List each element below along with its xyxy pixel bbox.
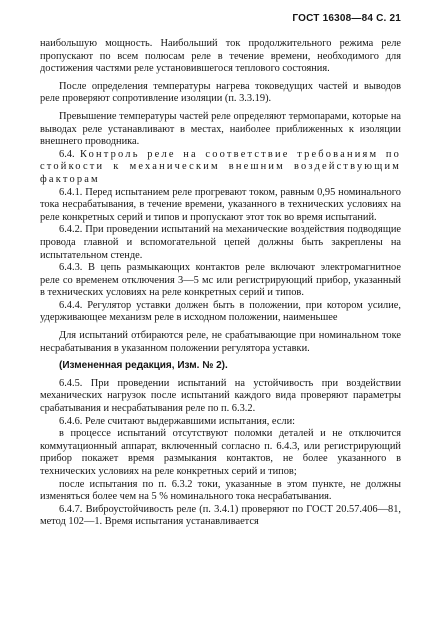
- paragraph: 6.4.3. В цепь размыкающих контактов реле включают электромагнитное реле со временем отключения 3—5 мс или регистрирующий прибор, указанный в технических условиях на реле конкретных серий и типов.: [40, 262, 401, 299]
- paragraph: 6.4.2. При проведении испытаний на механические воздействия подводящие провода главной и вспомогательной цепей должны быть закреплены на испытательном стенде.: [40, 224, 401, 261]
- section-number: 6.4.: [59, 148, 75, 160]
- section-title: Контроль реле на соответствие требованиям по стойкости к механическим внешним воздействующим факторам: [40, 148, 401, 185]
- page-header: ГОСТ 16308—84 С. 21: [292, 13, 401, 24]
- document-body: [40, 38, 401, 529]
- paragraph: 6.4.7. Виброустойчивость реле (п. 3.4.1) проверяют по ГОСТ 20.57.406—81, метод 102—1. Время испытания устанавливается: [40, 503, 401, 528]
- paragraph: в процессе испытаний отсутствуют поломки деталей и не отключится коммутационный аппарат, включенный согласно п. 6.4.3, или регистрирующий прибор покажет время размыкания контактов, не более указанного в технических условиях на реле конкретных серий и типов;: [40, 428, 401, 477]
- paragraph: 6.4.1. Перед испытанием реле прогревают током, равным 0,95 номинального тока несрабатывания, в течение времени, указанного в технических условиях на реле конкретных серий и типов и пропускают этот ток во время испытаний.: [40, 186, 401, 223]
- paragraph: 6.4.5. При проведении испытаний на устойчивость при воздействии механических нагрузок после испытаний каждого вида проверяют параметры срабатывания и несрабатывания реле по п. 6.3.2.: [40, 377, 401, 415]
- paragraph: 6.4.4. Регулятор уставки должен быть в положении, при котором усилие, удерживающее механизм реле в исходном положении, наименьшее: [40, 299, 401, 324]
- paragraph: 6.4.6. Реле считают выдержавшими испытания, если:: [59, 415, 296, 427]
- section-heading: [40, 149, 401, 187]
- paragraph: наибольшую мощность. Наибольший ток продолжительного режима реле пропускают по всем полюсам реле в течение времени, необходимого для достижения частями реле установившегося теплового состояния.: [40, 38, 401, 75]
- paragraph: Превышение температуры частей реле определяют термопарами, которые на выводах реле устанавливают в местах, наиболее приближенных к изоляции внешнего проводника.: [40, 110, 401, 148]
- paragraph: после испытания по п. 6.3.2 токи, указанные в этом пункте, не должны изменяться более чем на 5 % номинального тока несрабатывания.: [40, 478, 401, 503]
- paragraph: Для испытаний отбираются реле, не срабатывающие при номинальном токе несрабатывания в указанном положении регулятора уставки.: [40, 330, 401, 354]
- paragraph: После определения температуры нагрева токоведущих частей и выводов реле проверяют сопротивление изоляции (п. 3.3.19).: [40, 80, 401, 105]
- amendment-note: (Измененная редакция, Изм. № 2).: [59, 360, 228, 372]
